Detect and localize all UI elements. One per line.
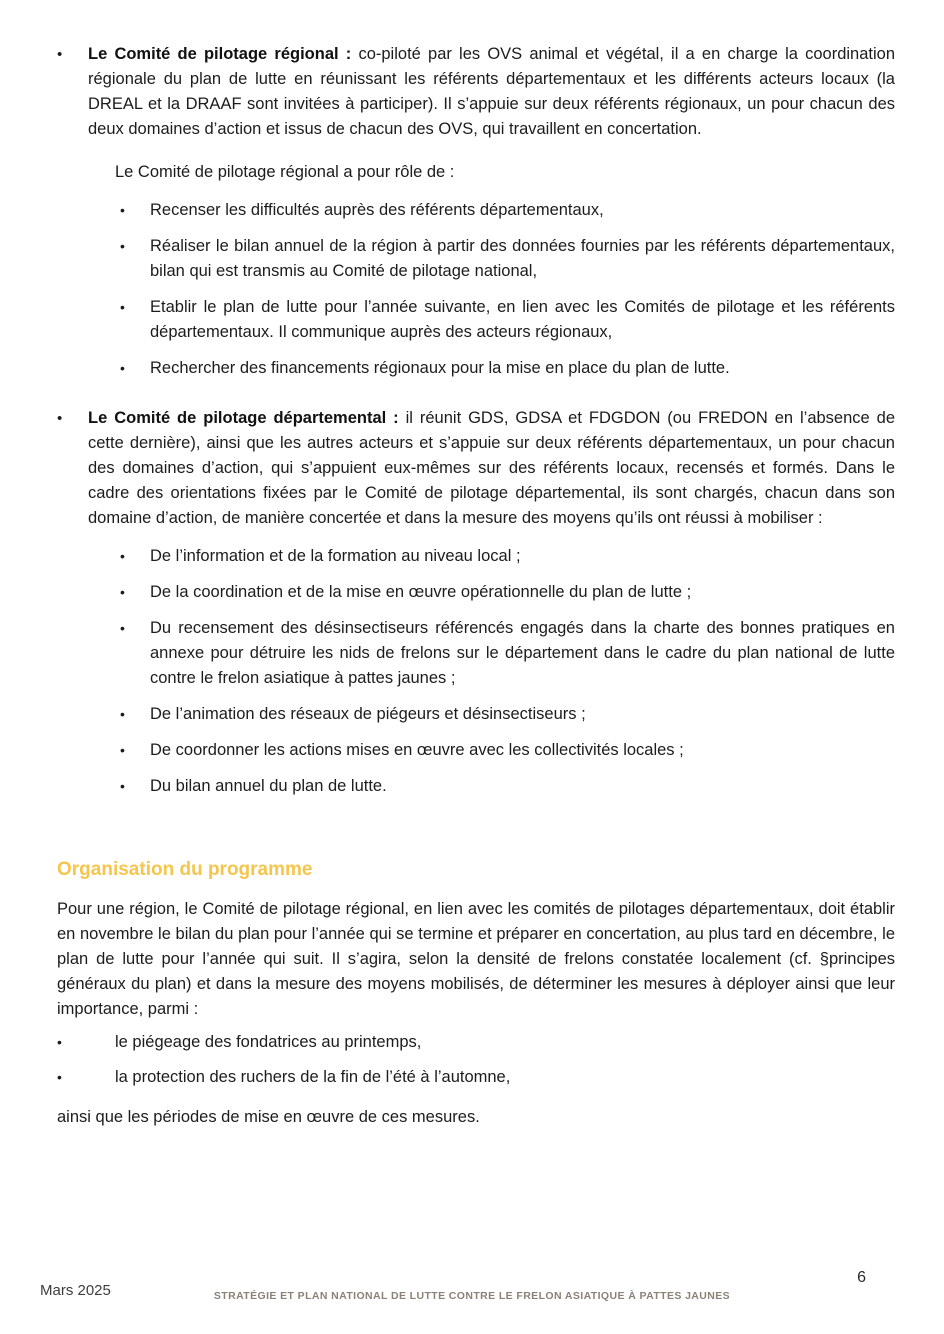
bullet-marker: • — [120, 584, 125, 600]
role-item-text: Réaliser le bilan annuel de la région à partir des données fournies par les référents départementaux, bilan qui est transmis au Comité de pilotage national, — [150, 237, 895, 280]
paragraph-copil-regional — [88, 42, 895, 142]
copil-regional-body: co-piloté par les OVS animal et végétal, il a en charge la coordination régionale du plan de lutte en réunissant les référents départementaux et les différents acteurs locaux (la DREAL et la DRAAF sont invitées à participer). Il s’appuie sur deux référents régionaux, un pour chacun des deux domaines d’action et issus de chacun des OVS, qui travaillent en concertation. — [88, 45, 896, 138]
copil-departemental-body: il réunit GDS, GDSA et FDGDON (ou FREDON en l’absence de cette dernière), ainsi que les autres acteurs et s’appuie sur deux référents départementaux, un pour chacun des domaines d’action, qui s’appuient eux-mêmes sur des référents locaux, recensés et formés. Dans le cadre des orientations fixées par le Comité de pilotage départemental, ils sont chargés, chacun dans son domaine d’action, de manière concertée et dans la mesure des moyens qu’ils ont réussi à mobiliser : — [88, 409, 895, 527]
list-item — [57, 1030, 895, 1055]
paragraph-copil-departemental — [88, 406, 895, 531]
list-item — [120, 544, 895, 569]
bullet-marker: • — [57, 46, 63, 63]
footer-date: Mars 2025 — [40, 1282, 111, 1299]
list-item-copil-departemental — [57, 406, 895, 810]
bullet-marker: • — [120, 620, 125, 636]
role-item-text: Etablir le plan de lutte pour l’année suivante, en lien avec les Comités de pilotage et les référents départementaux. Il communique auprès des acteurs régionaux, — [150, 298, 895, 341]
bullet-marker: • — [120, 778, 125, 794]
bullet-marker: • — [120, 742, 125, 758]
section-heading-organisation: Organisation du programme — [57, 859, 313, 880]
copil-departemental-lead: Le Comité de pilotage départemental : — [88, 409, 399, 427]
list-item — [57, 1065, 895, 1090]
list-item — [120, 738, 895, 763]
measure-item-text: le piégeage des fondatrices au printemps, — [115, 1033, 422, 1051]
bullet-marker: • — [57, 1034, 62, 1050]
role-item-text: Rechercher des financements régionaux pour la mise en place du plan de lutte. — [150, 359, 730, 377]
list-item — [120, 198, 895, 223]
dept-item-text: De l’animation des réseaux de piégeurs et désinsectiseurs ; — [150, 705, 586, 723]
list-item — [120, 616, 895, 691]
bullet-marker: • — [120, 360, 125, 376]
copil-regional-lead: Le Comité de pilotage régional : — [88, 45, 352, 63]
bullet-marker: • — [120, 299, 125, 315]
bullet-marker: • — [57, 410, 63, 427]
dept-list — [120, 544, 895, 799]
bullet-marker: • — [57, 1069, 62, 1085]
page-number: 6 — [857, 1269, 866, 1286]
dept-item-text: Du bilan annuel du plan de lutte. — [150, 777, 387, 795]
measures-list — [57, 1030, 895, 1090]
bullet-marker: • — [120, 202, 125, 218]
list-item — [120, 580, 895, 605]
organisation-paragraph: Pour une région, le Comité de pilotage régional, en lien avec les comités de pilotages départementaux, doit établir en novembre le bilan du plan pour l’année qui se termine et préparer en concertation, au plus tard en décembre, le plan de lutte pour l’année qui suit. Il s’agira, selon la densité de frelons constatée localement (cf. §principes généraux du plan) et dans la mesure des moyens mobilisés, de déterminer les mesures à déployer ainsi que leur importance, parmi : — [57, 900, 895, 1018]
role-intro: Le Comité de pilotage régional a pour rôle de : — [115, 163, 455, 181]
dept-item-text: De l’information et de la formation au niveau local ; — [150, 547, 521, 565]
list-item-copil-regional — [57, 42, 895, 392]
bullet-marker: • — [120, 706, 125, 722]
list-item — [120, 702, 895, 727]
page-footer — [0, 1262, 944, 1308]
list-item — [120, 774, 895, 799]
list-item — [120, 234, 895, 284]
bullet-marker: • — [120, 238, 125, 254]
bullet-marker: • — [120, 548, 125, 564]
list-item — [120, 295, 895, 345]
dept-item-text: De la coordination et de la mise en œuvre opérationnelle du plan de lutte ; — [150, 583, 692, 601]
role-list — [120, 198, 895, 381]
list-item — [120, 356, 895, 381]
dept-item-text: De coordonner les actions mises en œuvre avec les collectivités locales ; — [150, 741, 684, 759]
footer-document-title: STRATÉGIE ET PLAN NATIONAL DE LUTTE CONTRE LE FRELON ASIATIQUE À PATTES JAUNES — [213, 1290, 731, 1302]
dept-item-text: Du recensement des désinsectiseurs référencés engagés dans la charte des bonnes pratiques en annexe pour détruire les nids de frelons sur le département dans le cadre du plan national de lutte contre le frelon asiatique à pattes jaunes ; — [150, 619, 895, 687]
measure-item-text: la protection des ruchers de la fin de l’été à l’automne, — [115, 1068, 511, 1086]
closing-line: ainsi que les périodes de mise en œuvre de ces mesures. — [57, 1108, 480, 1126]
role-item-text: Recenser les difficultés auprès des référents départementaux, — [150, 201, 604, 219]
